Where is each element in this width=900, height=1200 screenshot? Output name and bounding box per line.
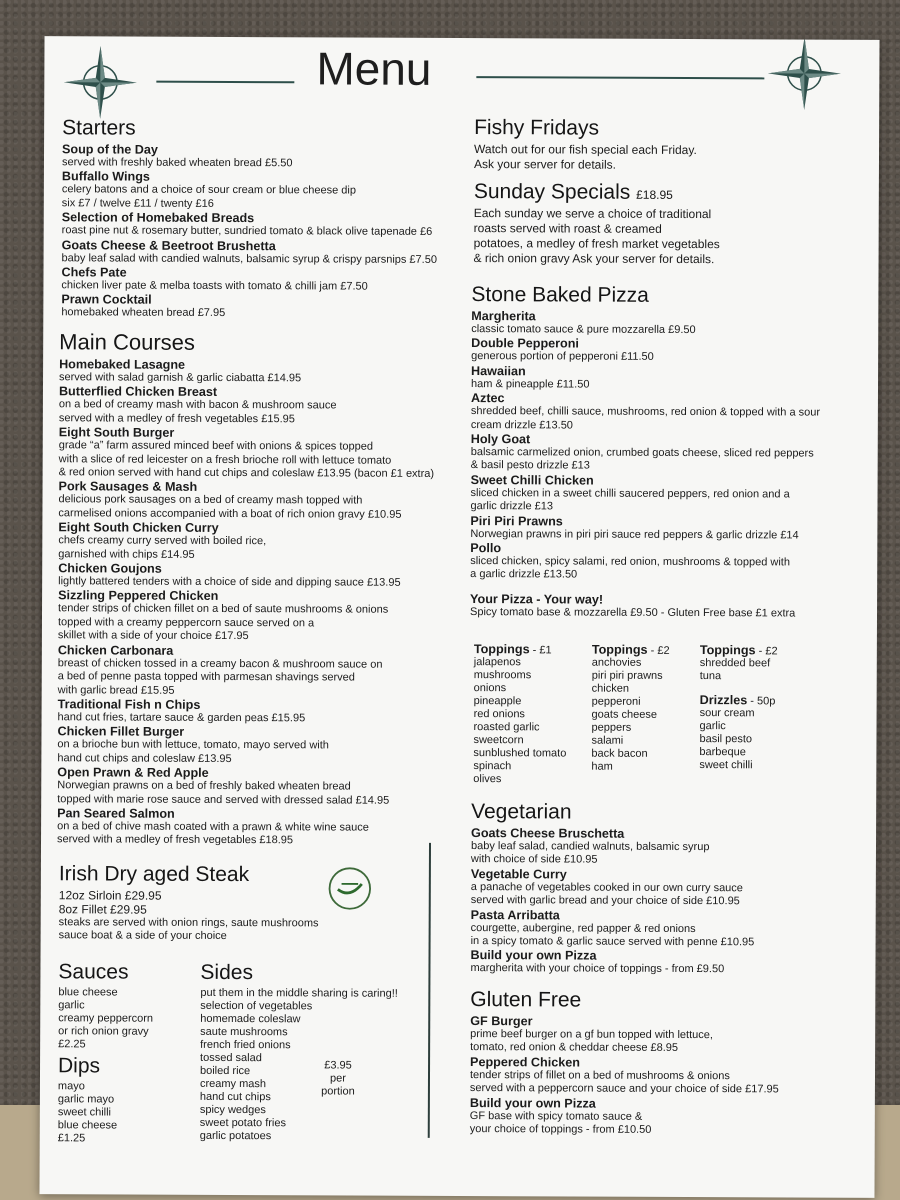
- menu-item-desc: homebaked wheaten bread £7.95: [61, 306, 226, 320]
- menu-item-desc: delicious pork sausages on a bed of creamy mash topped with: [58, 493, 363, 508]
- list-line: tossed salad: [200, 1051, 262, 1065]
- menu-item-name: Chefs Pate: [61, 265, 127, 280]
- gluten-free-list: [470, 1014, 866, 1138]
- menu-item-name: Pasta Arribatta: [470, 907, 560, 923]
- menu-item-name: Pollo: [470, 541, 502, 556]
- compass-icon: [766, 36, 842, 111]
- steak-title: Irish Dry aged Steak: [58, 862, 250, 887]
- list-line: hand cut chips: [199, 1090, 271, 1104]
- menu-item-desc: classic tomato sauce & pure mozzarella £9.50: [471, 323, 696, 337]
- menu-item-name: Prawn Cocktail: [61, 292, 152, 308]
- menu-item-desc: balsamic carmelized onion, crumbed goats cheese, sliced red peppers: [470, 446, 814, 460]
- list-line: £2.25: [58, 1038, 86, 1051]
- steak-sirloin: 12oz Sirloin £29.95: [58, 888, 162, 903]
- menu-item-name: Build your own Pizza: [470, 948, 597, 964]
- quality-seal-icon: [327, 865, 373, 911]
- menu-item-desc: lightly battered tenders with a choice of side and dipping sauce £13.95: [58, 575, 401, 589]
- steak-desc-1: steaks are served with onion rings, saute mushrooms: [58, 916, 319, 930]
- sauces-list: [58, 986, 178, 1052]
- toppings-3-head: Toppings - £2: [699, 643, 778, 658]
- menu-item-desc: on a bed of chive mash coated with a prawn & white wine sauce: [57, 820, 369, 834]
- menu-item-name: Pan Seared Salmon: [57, 806, 175, 821]
- menu-item-desc: GF base with spicy tomato sauce &: [469, 1109, 643, 1123]
- menu-item: [57, 725, 447, 768]
- list-line: spicy wedges: [199, 1103, 266, 1117]
- menu-item: [58, 520, 448, 563]
- menu-item-name: Margherita: [471, 309, 536, 324]
- menu-item-desc: garnished with chips £14.95: [58, 547, 195, 561]
- your-way-title: Your Pizza - Your way!: [470, 591, 604, 607]
- menu-item-desc: baby leaf salad, candied walnuts, balsamic syrup: [470, 840, 710, 854]
- toppings-3-list: [700, 657, 820, 684]
- list-line: onions: [473, 682, 507, 695]
- menu-item-desc: garlic drizzle £13: [470, 500, 554, 513]
- menu-item-desc: cream drizzle £13.50: [470, 418, 573, 432]
- list-line: ham: [591, 760, 613, 773]
- menu-item-name: Holy Goat: [470, 432, 531, 447]
- sides-intro: put them in the middle sharing is caring!!: [200, 986, 398, 1000]
- vegetarian-section: [470, 800, 866, 978]
- menu-item-name: Piri Piri Prawns: [470, 513, 563, 529]
- list-line: £1.25: [57, 1132, 86, 1145]
- pizza-title: Stone Baked Pizza: [471, 283, 649, 307]
- menu-item: [62, 170, 442, 212]
- menu-item-desc: served with salad garnish & garlic ciabatta £14.95: [59, 371, 302, 385]
- menu-item: [58, 561, 448, 590]
- sauces-title: Sauces: [58, 960, 129, 984]
- menu-item-name: Peppered Chicken: [470, 1054, 580, 1070]
- toppings-2-list: [591, 657, 702, 774]
- menu-item-name: Hawaiian: [471, 363, 526, 379]
- menu-item-desc: with a slice of red leicester on a fresh brioche roll with lettuce tomato: [58, 452, 392, 467]
- menu-item: [470, 473, 870, 516]
- toppings-2-head: Toppings - £2: [591, 642, 670, 657]
- list-line: & rich onion gravy Ask your server for details.: [473, 251, 715, 267]
- menu-item: [471, 908, 866, 951]
- starters-list: [61, 142, 442, 322]
- list-line: tuna: [699, 670, 722, 683]
- menu-item: [58, 589, 448, 645]
- list-line: Each sunday we serve a choice of traditional: [473, 206, 712, 222]
- menu-item-desc: your choice of toppings - from £10.50: [469, 1123, 652, 1136]
- list-line: roasted garlic: [473, 721, 540, 734]
- list-line: garlic potatoes: [199, 1129, 272, 1143]
- menu-item-name: Eight South Chicken Curry: [58, 520, 219, 536]
- list-line: sweetcorn: [473, 734, 524, 747]
- menu-item: [471, 867, 866, 910]
- menu-item-desc: hand cut chips and coleslaw £13.95: [57, 751, 232, 765]
- menu-item-desc: sliced chicken in a sweet chilli saucered peppers, red onion and a: [470, 486, 790, 501]
- sunday-price: £18.95: [636, 187, 673, 202]
- menu-item-desc: grade “a” farm assured minced beef with onions & spices topped: [58, 439, 374, 453]
- menu-item-name: Chicken Fillet Burger: [57, 724, 185, 740]
- menu-item-desc: a garlic drizzle £13.50: [470, 568, 578, 581]
- list-line: pineapple: [473, 695, 522, 708]
- vegetarian-title: Vegetarian: [471, 800, 572, 824]
- menu-item-desc: topped with a creamy peppercorn sauce served on a: [57, 616, 315, 630]
- menu-item-desc: & basil pesto drizzle £13: [470, 459, 590, 473]
- menu-item-desc: with garlic bread £15.95: [57, 683, 175, 697]
- list-line: sweet potato fries: [199, 1116, 287, 1130]
- menu-item: [471, 336, 871, 365]
- menu-item-name: Open Prawn & Red Apple: [57, 765, 209, 781]
- sunday-desc: [474, 206, 869, 268]
- menu-item-name: Chicken Goujons: [58, 561, 162, 576]
- menu-item-name: Chicken Carbonara: [57, 642, 174, 658]
- compass-icon: [62, 44, 138, 120]
- menu-item: [470, 541, 870, 584]
- menu-item-desc: margherita with your choice of toppings - from £9.50: [470, 962, 725, 976]
- sides-price-list: [308, 1059, 368, 1098]
- fishy-desc-1: Watch out for our fish special each Friday.: [474, 142, 697, 158]
- gluten-free-section: [470, 988, 866, 1138]
- list-line: portion: [321, 1085, 355, 1098]
- menu-item-desc: tender strips of fillet on a bed of mushrooms & onions: [469, 1068, 730, 1082]
- list-line: garlic: [699, 720, 726, 733]
- menu-item-desc: baby leaf salad with candied walnuts, balsamic syrup & crispy parsnips £7.50: [61, 251, 438, 266]
- menu-item-desc: a bed of penne pasta topped with parmesan shavings served: [57, 670, 355, 684]
- menu-item-desc: tomato, red onion & cheddar cheese £8.95: [470, 1041, 679, 1055]
- menu-item-name: Goats Cheese & Beetroot Brushetta: [61, 237, 276, 253]
- menu-item-desc: topped with marie rose sauce and served with dressed salad £14.95: [57, 792, 390, 807]
- menu-item-desc: served with garlic bread and your choice of side £10.95: [470, 894, 740, 908]
- menu-item: [62, 238, 442, 267]
- menu-item-desc: prime beef burger on a gf bun topped with lettuce,: [470, 1028, 713, 1042]
- menu-item-desc: in a spicy tomato & garlic sauce served with penne £10.95: [470, 935, 755, 949]
- list-line: basil pesto: [699, 733, 753, 746]
- menu-item: [471, 826, 866, 869]
- menu-item: [62, 210, 442, 239]
- list-line: sweet chilli: [57, 1106, 112, 1119]
- list-line: pepperoni: [591, 695, 641, 708]
- menu-item-desc: served with a peppercorn sauce and your choice of side £17.95: [469, 1082, 779, 1096]
- menu-item-desc: courgette, aubergine, red papper & red onions: [470, 921, 696, 935]
- right-column: [474, 116, 870, 268]
- menu-item-name: Buffallo Wings: [61, 169, 150, 185]
- menu-item-desc: skillet with a side of your choice £17.95: [57, 629, 249, 643]
- menu-item: [471, 391, 871, 434]
- list-line: jalapenos: [473, 656, 521, 669]
- mains-list: [57, 357, 449, 848]
- menu-item-name: Sweet Chilli Chicken: [470, 472, 594, 488]
- menu-item-name: Vegetable Curry: [470, 866, 567, 882]
- menu-item-desc: & red onion served with hand cut chips and coleslaw £13.95 (bacon £1 extra): [58, 466, 435, 480]
- menu-item-desc: ham & pineapple £11.50: [470, 377, 590, 391]
- list-line: peppers: [591, 721, 632, 734]
- sunday-title-text: Sunday Specials: [473, 180, 631, 204]
- menu-item-name: Pork Sausages & Mash: [58, 479, 198, 495]
- menu-item-name: Butterflied Chicken Breast: [58, 384, 218, 400]
- dips-section: [58, 1054, 178, 1146]
- menu-item: [58, 697, 448, 726]
- menu-item-desc: roast pine nut & rosemary butter, sundried tomato & black olive tapenade £6: [61, 224, 433, 239]
- menu-item-name: Selection of Homebaked Breads: [61, 210, 255, 226]
- menu-item: [470, 948, 865, 977]
- vegetarian-list: [470, 826, 866, 978]
- left-column: [61, 116, 442, 321]
- toppings-col-2: [591, 643, 702, 774]
- list-line: potatoes, a medley of fresh market vegetables: [473, 236, 720, 252]
- pizza-list: [470, 309, 871, 584]
- menu-item: [58, 643, 448, 699]
- list-line: £3.95: [324, 1059, 352, 1072]
- menu-item: [59, 357, 449, 386]
- steak-desc-2: sauce boat & a side of your choice: [58, 929, 227, 943]
- menu-item-desc: served with freshly baked wheaten bread £5.50: [61, 156, 293, 170]
- list-line: spinach: [473, 760, 512, 773]
- dips-title: Dips: [57, 1054, 101, 1078]
- menu-item-desc: generous portion of pepperoni £11.50: [471, 350, 654, 364]
- fishy-desc-2: Ask your server for details.: [473, 157, 617, 172]
- menu-item-name: GF Burger: [470, 1014, 533, 1029]
- menu-item-desc: chicken liver pate & melba toasts with tomato & chilli jam £7.50: [61, 279, 368, 293]
- menu-item-desc: shredded beef, chilli sauce, mushrooms, red onion & topped with a sour: [470, 405, 821, 419]
- list-line: sour cream: [699, 707, 755, 720]
- list-line: homemade coleslaw: [200, 1012, 301, 1026]
- sides-section: [200, 961, 431, 1144]
- list-line: roasts served with roast & creamed: [473, 221, 662, 236]
- menu-item-name: Homebaked Lasagne: [59, 357, 186, 372]
- menu-item-desc: chefs creamy curry served with boiled rice,: [58, 534, 267, 548]
- sides-price: [308, 1059, 368, 1098]
- menu-item-name: Traditional Fish n Chips: [57, 697, 201, 712]
- list-line: mayo: [57, 1080, 85, 1093]
- menu-item: [62, 142, 442, 171]
- sides-title: Sides: [200, 960, 254, 985]
- menu-item: [471, 309, 871, 338]
- list-line: barbeque: [699, 746, 746, 759]
- list-line: boiled rice: [199, 1064, 251, 1078]
- menu-item-name: Sizzling Peppered Chicken: [58, 588, 219, 604]
- list-line: piri piri prawns: [591, 669, 663, 682]
- menu-item-desc: on a bed of creamy mash with bacon & mushroom sauce: [58, 398, 337, 412]
- list-line: shredded beef: [699, 657, 771, 670]
- toppings-1-list: [473, 656, 589, 787]
- header-rule-left: [156, 81, 294, 84]
- menu-item-desc: celery batons and a choice of sour cream or blue cheese dip: [61, 183, 357, 197]
- menu-item: [57, 765, 447, 808]
- menu-item-name: Eight South Burger: [58, 425, 175, 440]
- list-line: olives: [473, 773, 502, 786]
- menu-item: [61, 265, 441, 294]
- list-line: salami: [591, 734, 624, 747]
- dips-list: [58, 1080, 178, 1146]
- your-way-desc: Spicy tomato base & mozzarella £9.50 - Gluten Free base £1 extra: [469, 605, 796, 620]
- list-line: creamy peppercorn: [58, 1012, 154, 1025]
- pizza-section: [470, 283, 871, 621]
- list-line: garlic mayo: [57, 1093, 115, 1106]
- list-line: chicken: [591, 682, 630, 695]
- menu-item-name: Aztec: [470, 391, 505, 406]
- list-line: anchovies: [591, 656, 642, 669]
- header-rule-right: [476, 76, 764, 79]
- menu-item-desc: a panache of vegetables cooked in our own curry sauce: [470, 880, 743, 895]
- sunday-title: [474, 180, 869, 206]
- column-divider: [428, 843, 431, 1138]
- list-line: sweet chilli: [699, 759, 753, 772]
- starters-title: Starters: [62, 116, 136, 140]
- menu-item-name: Build your own Pizza: [469, 1095, 596, 1111]
- list-line: selection of vegetables: [200, 999, 313, 1013]
- menu-item-desc: served with a medley of fresh vegetables £15.95: [58, 412, 295, 426]
- drizzles-head: Drizzles - 50p: [699, 693, 776, 708]
- menu-item: [61, 293, 441, 322]
- menu-item-desc: on a brioche bun with lettuce, tomato, mayo served with: [57, 738, 329, 752]
- menu-item-name: Soup of the Day: [62, 142, 158, 157]
- menu-item-desc: breast of chicken tossed in a creamy bacon & mushroom sauce on: [57, 656, 383, 671]
- menu-item-desc: Norwegian prawns on a bed of freshly baked wheaten bread: [57, 779, 351, 793]
- toppings-col-3: [699, 643, 820, 773]
- list-line: or rich onion gravy: [58, 1025, 149, 1038]
- drizzles-list: [699, 707, 819, 773]
- menu-item: [57, 806, 447, 849]
- list-line: mushrooms: [473, 669, 532, 682]
- menu-item: [59, 425, 449, 481]
- menu-item-desc: sliced chicken, spicy salami, red onion, mushrooms & topped with: [470, 555, 791, 569]
- list-line: red onions: [473, 708, 525, 721]
- menu-item-desc: with choice of side £10.95: [470, 853, 598, 867]
- steak-fillet: 8oz Fillet £29.95: [58, 902, 147, 917]
- menu-item-desc: tender strips of chicken fillet on a bed of saute mushrooms & onions: [58, 602, 389, 617]
- mains-title: Main Courses: [59, 329, 195, 355]
- fishy-title: Fishy Fridays: [474, 116, 600, 140]
- list-line: creamy mash: [199, 1077, 267, 1091]
- list-line: blue cheese: [57, 1119, 118, 1132]
- list-line: sunblushed tomato: [473, 747, 567, 760]
- list-line: saute mushrooms: [200, 1025, 288, 1039]
- menu-item: [470, 1055, 865, 1098]
- menu-item: [470, 1096, 865, 1139]
- mains-column: [57, 329, 449, 848]
- menu-item-desc: carmelised onions accompanied with a boat of rich onion gravy £10.95: [58, 507, 402, 521]
- list-line: garlic: [58, 999, 85, 1012]
- menu-item-name: Goats Cheese Bruschetta: [471, 826, 625, 841]
- toppings-1-head: Toppings - £1: [473, 642, 552, 657]
- menu-item: [471, 364, 871, 393]
- sauces-section: [58, 960, 178, 1052]
- menu-item: [59, 385, 449, 428]
- menu-item-name: Double Pepperoni: [471, 336, 579, 351]
- menu-title: Menu: [316, 42, 432, 95]
- list-line: back bacon: [591, 747, 648, 760]
- menu-item-desc: served with a medley of fresh vegetables £18.95: [56, 833, 294, 847]
- menu-item: [58, 480, 448, 523]
- menu-sheet: [39, 36, 879, 1198]
- menu-item-desc: hand cut fries, tartare sauce & garden peas £15.95: [57, 711, 306, 725]
- list-line: blue cheese: [58, 986, 118, 999]
- gluten-free-title: Gluten Free: [470, 988, 582, 1012]
- toppings-col-1: [473, 642, 589, 787]
- list-line: french fried onions: [200, 1038, 291, 1052]
- menu-item: [470, 1014, 865, 1057]
- menu-item-desc: Norwegian prawns in piri piri sauce red peppers & garlic drizzle £14: [470, 527, 799, 542]
- menu-item: [471, 432, 871, 475]
- menu-item-desc: six £7 / twelve £11 / twenty £16: [61, 197, 214, 210]
- menu-item: [470, 514, 870, 543]
- list-line: goats cheese: [591, 708, 658, 721]
- list-line: per: [330, 1072, 346, 1085]
